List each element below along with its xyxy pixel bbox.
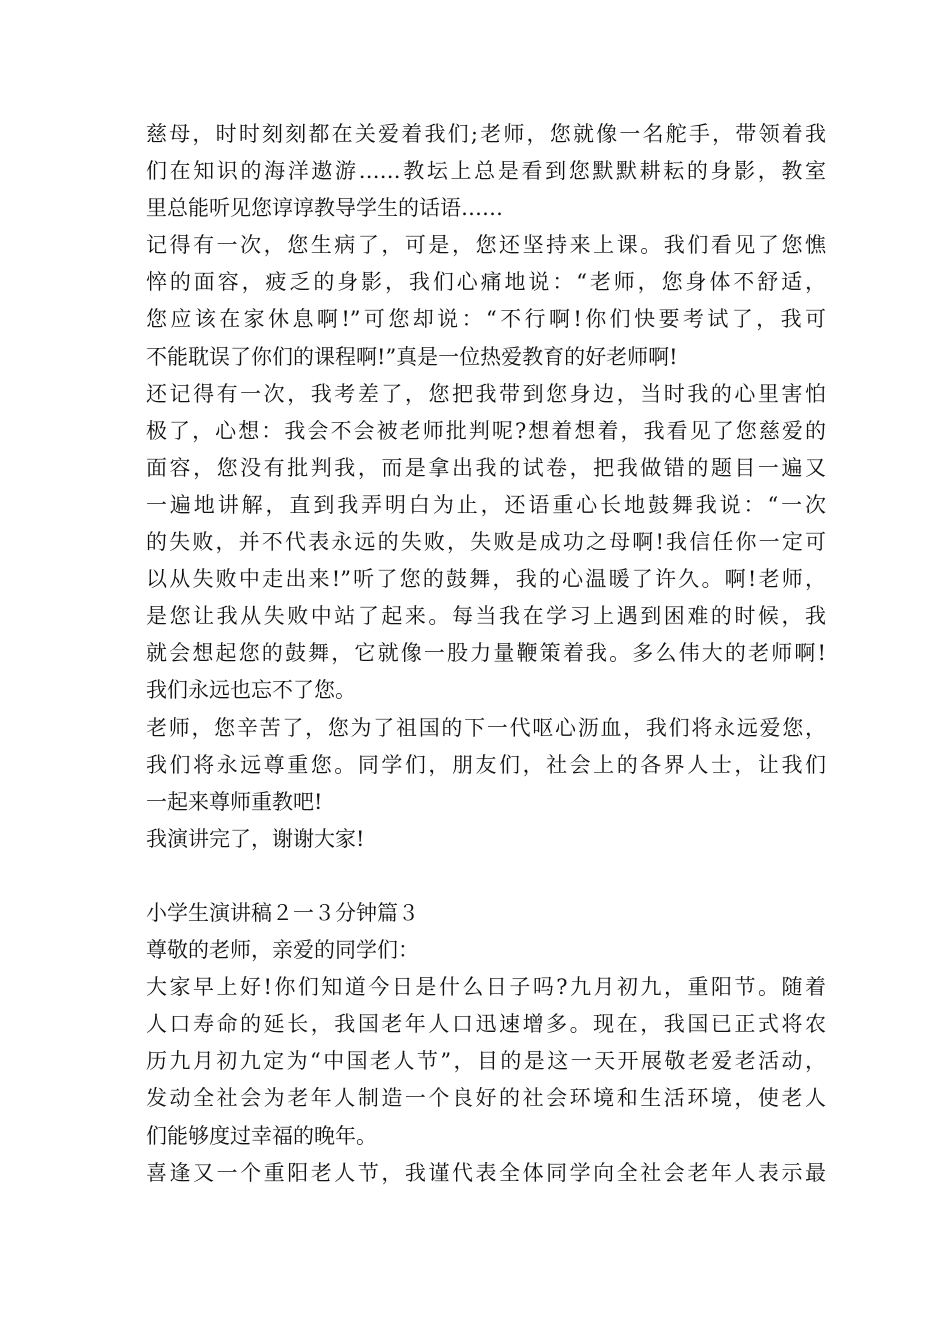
text-line: 喜逢又一个重阳老人节，我谨代表全体同学向全社会老年人表示最 [146, 1160, 826, 1185]
text-line: 还记得有一次，我考差了，您把我带到您身边，当时我的心里害怕 [146, 381, 826, 406]
text-line: 以从失败中走出来!”听了您的鼓舞，我的心温暖了许久。啊!老师， [146, 567, 826, 592]
text-line: 我们将永远尊重您。同学们，朋友们，社会上的各界人士，让我们 [146, 752, 826, 777]
paragraph-gap [146, 858, 826, 895]
text-line: 极了，心想：我会不会被老师批判呢?想着想着，我看见了您慈爱的 [146, 418, 826, 443]
text-line: 一起来尊师重教吧! [146, 789, 323, 814]
document-body [146, 116, 826, 1192]
text-line: 的失败，并不代表永远的失败，失败是成功之母啊!我信任你一定可 [146, 530, 826, 555]
text-line: 您应该在家休息啊!”可您却说：“不行啊!你们快要考试了，我可 [146, 307, 826, 332]
text-line: 人口寿命的延长，我国老年人口迅速增多。现在，我国已正式将农 [146, 1012, 826, 1037]
text-line: 我们永远也忘不了您。 [146, 678, 356, 703]
text-line: 老师，您辛苦了，您为了祖国的下一代呕心沥血，我们将永远爱您， [146, 715, 826, 740]
text-line: 一遍地讲解，直到我弄明白为止，还语重心长地鼓舞我说：“一次 [146, 492, 826, 517]
text-line: 慈母，时时刻刻都在关爱着我们;老师，您就像一名舵手，带领着我 [146, 122, 826, 146]
text-line: 里总能听见您谆谆教导学生的话语…… [146, 196, 503, 221]
text-line: 大家早上好!你们知道今日是什么日子吗?九月初九，重阳节。随着 [146, 975, 826, 1000]
text-line: 历九月初九定为“中国老人节”，目的是这一天开展敬老爱老活动， [146, 1049, 826, 1074]
section-heading: 小学生演讲稿２一３分钟篇３ [146, 900, 419, 925]
text-line: 发动全社会为老年人制造一个良好的社会环境和生活环境，使老人 [146, 1086, 826, 1111]
text-line: 们能够度过幸福的晚年。 [146, 1123, 377, 1148]
text-line: 记得有一次，您生病了，可是，您还坚持来上课。我们看见了您憔 [146, 233, 826, 258]
salutation: 尊敬的老师，亲爱的同学们： [146, 938, 419, 963]
text-line: 我演讲完了，谢谢大家! [146, 826, 365, 851]
text-line: 悴的面容，疲乏的身影，我们心痛地说：“老师，您身体不舒适， [146, 270, 826, 295]
text-line: 们在知识的海洋遨游……教坛上总是看到您默默耕耘的身影，教室 [146, 159, 826, 184]
text-line: 是您让我从失败中站了起来。每当我在学习上遇到困难的时候，我 [146, 604, 826, 629]
text-line: 不能耽误了你们的课程啊!”真是一位热爱教育的好老师啊! [146, 344, 678, 369]
text-line: 就会想起您的鼓舞，它就像一股力量鞭策着我。多么伟大的老师啊! [146, 641, 826, 666]
text-line: 面容，您没有批判我，而是拿出我的试卷，把我做错的题目一遍又 [146, 455, 826, 480]
